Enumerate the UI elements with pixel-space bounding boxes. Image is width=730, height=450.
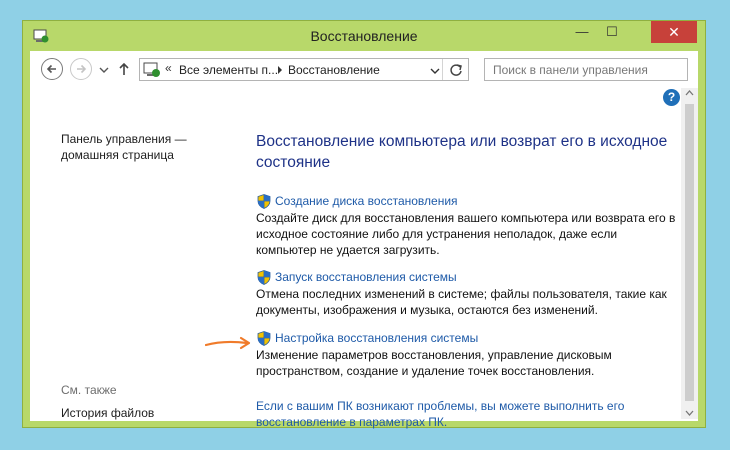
recovery-drive-item	[256, 193, 676, 258]
configure-system-restore-label: Настройка восстановления системы	[275, 331, 479, 345]
chevron-right-icon[interactable]	[276, 65, 284, 75]
uac-shield-icon	[257, 331, 271, 346]
page-title: Восстановление компьютера или возврат его в исходное состояние	[256, 133, 668, 171]
create-recovery-drive-label: Создание диска восстановления	[275, 194, 458, 208]
chevron-down-icon[interactable]	[430, 67, 440, 75]
breadcrumb-recovery[interactable]: Восстановление	[288, 63, 380, 77]
title-bar[interactable]	[23, 21, 705, 51]
refresh-icon[interactable]	[447, 61, 465, 79]
vertical-scrollbar[interactable]	[681, 88, 698, 419]
arrow-right-icon	[71, 59, 91, 79]
navigation-bar	[30, 51, 698, 87]
configure-restore-item	[256, 330, 676, 379]
open-system-restore-label: Запуск восстановления системы	[275, 270, 457, 284]
create-recovery-drive-description: Создайте диск для восстановления вашего компьютера или возврата его в исходное состояние либо для устранения неполадок, даже если компьютер не удается загрузить.	[256, 211, 676, 257]
recent-locations-button[interactable]	[97, 59, 111, 79]
forward-button[interactable]	[70, 58, 92, 80]
maximize-button[interactable]: ☐	[606, 24, 618, 39]
open-system-restore-link[interactable]	[256, 269, 676, 285]
search-placeholder: Поиск в панели управления	[493, 63, 648, 77]
configure-system-restore-link[interactable]	[256, 330, 676, 346]
client-area	[30, 51, 698, 429]
chevron-down-icon	[97, 59, 111, 79]
open-system-restore-description: Отмена последних изменений в системе; файлы пользователя, такие как документы, изображения и музыка, остаются без изменений.	[256, 287, 667, 317]
system-restore-item	[256, 269, 676, 318]
minimize-button[interactable]: —	[575, 24, 589, 39]
file-history-link[interactable]: История файлов	[61, 406, 155, 420]
scroll-thumb[interactable]	[685, 104, 694, 401]
scroll-up-icon[interactable]	[685, 89, 694, 97]
create-recovery-drive-link[interactable]	[256, 193, 676, 209]
scroll-down-icon[interactable]	[685, 409, 694, 417]
arrow-up-icon	[116, 59, 132, 79]
close-button[interactable]: ✕	[651, 21, 697, 43]
uac-shield-icon	[257, 194, 271, 209]
window-title: Восстановление	[310, 28, 418, 44]
help-button[interactable]: ?	[663, 89, 680, 106]
orange-arrow-annotation-icon	[205, 336, 253, 350]
arrow-left-icon	[42, 59, 62, 79]
up-button[interactable]	[116, 59, 132, 79]
breadcrumb-all-items[interactable]: Все элементы п...	[179, 63, 279, 77]
address-bar[interactable]	[139, 58, 469, 81]
control-panel-icon	[143, 61, 161, 79]
back-button[interactable]	[41, 58, 63, 80]
breadcrumb-overflow[interactable]: «	[165, 61, 172, 75]
control-panel-home-link[interactable]: Панель управления — домашняя страница	[61, 132, 187, 162]
window	[22, 20, 706, 428]
uac-shield-icon	[257, 270, 271, 285]
configure-system-restore-description: Изменение параметров восстановления, управление дисковым пространством, создание и удаление точек восстановления.	[256, 348, 612, 378]
search-input[interactable]	[484, 58, 688, 81]
divider	[442, 59, 443, 80]
pc-settings-recovery-link[interactable]: Если с вашим ПК возникают проблемы, вы можете выполнить его восстановление в параметрах ПК.	[256, 399, 625, 429]
see-also-heading: См. также	[61, 383, 117, 397]
